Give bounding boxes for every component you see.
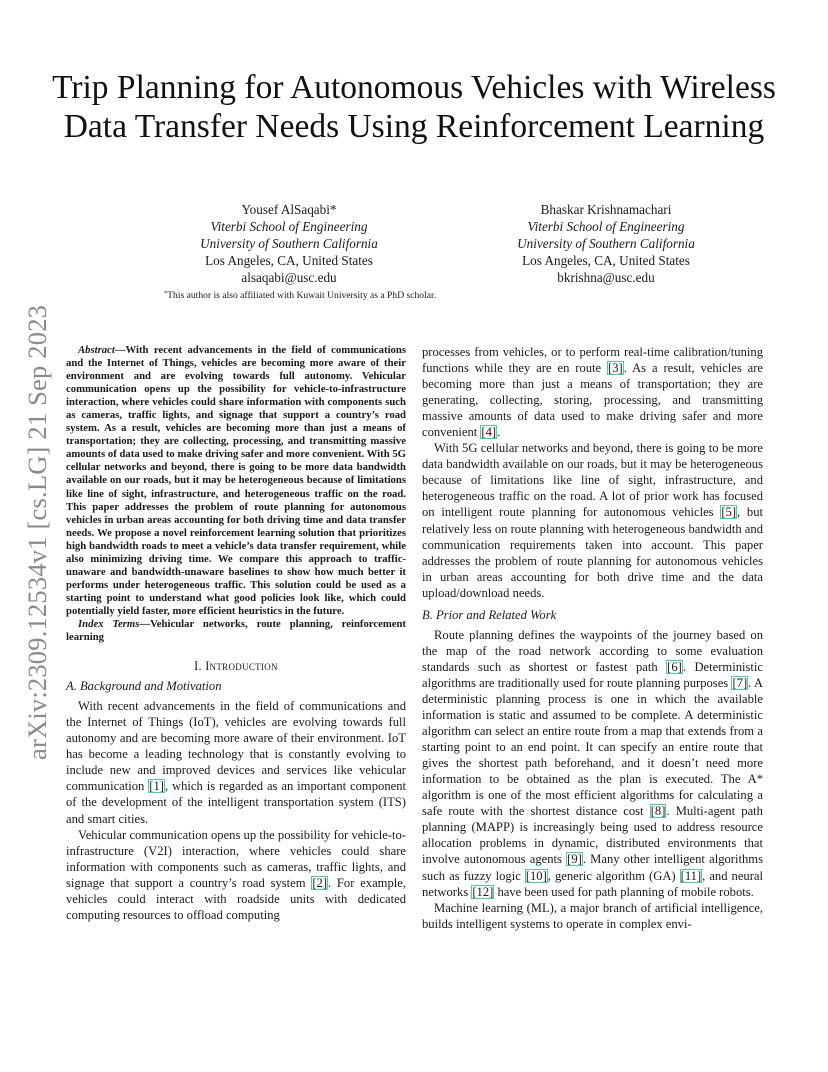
footnote-text: This author is also affiliated with Kuwait University as a PhD scholar. [167,290,437,301]
text-run: , which is regarded as an important component of the development of the intelligent transportation system (ITS) and smart cities. [66,779,406,826]
citation-link[interactable]: [8] [650,804,666,819]
citation-link[interactable]: [3] [608,361,623,376]
index-terms [66,618,406,644]
text-run: . For example, vehicles could interact with roadside units with dedicated computing resources to offload computing [66,875,406,922]
author-email: bkrishna@usc.edu [557,270,655,285]
citation-link[interactable]: [5] [721,505,737,520]
citation-link[interactable]: [12] [472,884,494,899]
right-column [422,344,763,932]
text-run: Vehicular communication opens up the possibility for vehicle-to-infrastructure (V2I) interaction, where vehicles could share information with components such as cameras, traffic lights, and signage that support a country’s road system [66,827,406,890]
text-run: . Many other intelligent algorithms such as fuzzy logic [422,852,763,883]
author-affiliation: University of Southern California [200,236,378,251]
citation-link[interactable]: [6] [667,659,682,674]
subsection-prior-work: B. Prior and Related Work [422,607,557,622]
footnote-mark: * [163,290,168,297]
paragraph-route-planning [422,627,763,900]
paragraph-continued [422,344,763,440]
text-run: have been used for path planning of mobile robots. [494,884,754,899]
text-run: Route planning defines the waypoints of the journey based on the map of the road network according to some evaluation standards such as shortest or fastest path [422,627,763,674]
section-title: Introduction [205,659,278,674]
author-block-2 [456,201,756,286]
author-affiliation: University of Southern California [517,236,695,251]
arxiv-identifier: arXiv:2309.12534v1 [cs.LG] 21 Sep 2023 [22,304,52,760]
author-block-1 [139,201,439,286]
index-terms-label: Index Terms [78,617,140,630]
author-location: Los Angeles, CA, United States [205,253,373,268]
author-location: Los Angeles, CA, United States [522,253,690,268]
citation-link[interactable]: [1] [149,779,164,794]
text-run: . [497,425,501,440]
text-run: processes from vehicles, or to perform real-time calibration/tuning functions while they are en route [422,345,763,376]
text-run: With recent advancements in the field of communications and the Internet of Things (IoT), vehicles are evolving towards full autonomy and are becoming more aware of their environment. IoT has become a leading technology that is constantly evolving to include new and improved devices and services like vehicular communication [66,699,406,794]
abstract-text: —With recent advancements in the field of communications and the Internet of Things, vehicles are becoming more aware of their environment and are evolving towards full autonomy. Vehicular communication opens up the possibility for vehicle-to-infrastructure interaction, where vehicles could share information with components such as cameras, traffic lights, and signage that support a country’s road system. As a result, vehicles are becoming more than just a means of transportation; they are collecting, processing, and transmitting massive amounts of data used to make driving safer and more convenient. With 5G cellular networks and beyond, there is going to be more data bandwidth available on our roads, but it may be heterogeneous because of limitations like line of sight, infrastructure, and heterogeneous traffic on the road. This paper addresses the problem of route planning for autonomous vehicles in urban areas accounting for both driving time and data transfer needs. We propose a novel reinforcement learning solution that prioritizes high bandwidth roads to meet a vehicle’s data transfer requirement, while also minimizing driving time. We compare this approach to traffic-unaware and bandwidth-unaware baselines to show how much better it performs under heterogeneous traffic. This solution could be used as a starting point to understand what good policies look like, which could potentially yield faster, more efficient heuristics in the future. [66,344,406,617]
text-run: , generic algorithm (GA) [547,868,680,883]
text-run: , but relatively less on route planning with heterogeneous bandwidth and communication requirements taken into account. This paper addresses the problem of route planning for autonomous vehicles in urban areas accounting for both drive time and the data upload/download needs. [422,505,763,600]
text-run: With 5G cellular networks and beyond, there is going to be more data bandwidth available on our roads, but it may be heterogeneous because of limitations like line of sight, infrastructure, and heterogeneous traffic on the road. A lot of prior work has focused on intelligent route planning for autonomous vehicles [422,441,763,520]
author-footnote [110,288,490,302]
author-name: Yousef AlSaqabi* [241,202,337,217]
text-run: , and neural networks [422,868,763,899]
abstract-label: Abstract [78,344,115,356]
author-name: Bhaskar Krishnamachari [540,202,672,217]
subsection-background: A. Background and Motivation [66,679,222,694]
author-email: alsaqabi@usc.edu [241,270,337,285]
author-dept: Viterbi School of Engineering [527,219,685,234]
citation-link[interactable]: [7] [732,675,748,690]
paragraph-intro-1 [66,698,406,826]
text-run: . As a result, vehicles are becoming more than just a means of transportation; they are generating, collecting, storing, processing, and transmitting massive amounts of data used to make driving safer and more convenient [422,361,764,440]
text-run: . A deterministic planning process is one in which the available information is static and assumed to be complete. A deterministic algorithm can select an entire route from a map that extends from a starting point to an end point. It can specify an entire route that gives the shortest path beforehand, and it doesn’t need more information to be obtained as the plan is executed. The A* algorithm is one of the most efficient algorithms for calculating a safe route with the shortest distance cost [422,675,763,819]
index-terms-text: —Vehicular networks, route planning, reinforcement learning [66,617,406,644]
section-number: I. [194,659,202,674]
left-column [66,344,406,923]
citation-link[interactable]: [2] [312,875,328,890]
section-heading-introduction [66,658,406,674]
citation-link[interactable]: [4] [481,425,497,440]
paragraph-machine-learning: Machine learning (ML), a major branch of artificial intelligence, builds intelligent systems to operate in complex envi- [422,900,763,931]
paper-title: Trip Planning for Autonomous Vehicles with Wireless Data Transfer Needs Using Reinforcement Learning [52,69,776,145]
abstract [66,344,406,618]
citation-link[interactable]: [10] [525,868,547,883]
citation-link[interactable]: [11] [680,868,702,883]
paragraph-5g [422,440,763,600]
citation-link[interactable]: [9] [567,852,582,867]
text-run: . Deterministic algorithms are traditionally used for route planning purposes [422,659,764,690]
paragraph-intro-2 [66,827,406,923]
text-run: . Multi-agent path planning (MAPP) is increasingly being used to address resource allocation problems in dynamic, distributed environments that involve autonomous agents [422,804,763,867]
author-dept: Viterbi School of Engineering [210,219,368,234]
